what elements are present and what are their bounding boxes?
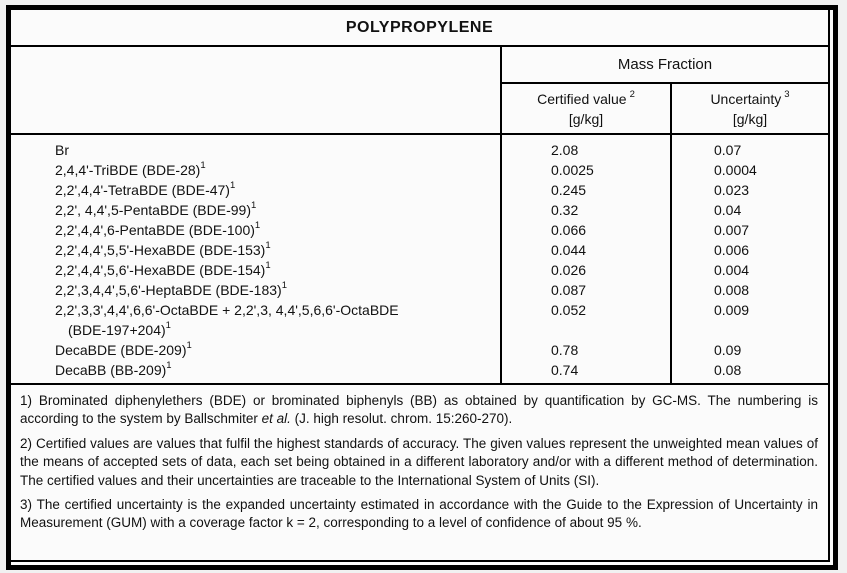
certified-value: 0.066	[551, 222, 587, 238]
uncertainty-column	[672, 135, 828, 383]
certified-value: 0.087	[551, 282, 587, 298]
et-al-italic: et al.	[261, 411, 291, 427]
footnote-ref-3: 3	[784, 88, 790, 100]
certified-value: 0.32	[551, 202, 579, 218]
certified-value: 0.026	[551, 262, 587, 278]
certified-value: 0.245	[551, 182, 587, 198]
certified-value: 0.0025	[551, 162, 594, 178]
compound-name: 2,4,4'-TriBDE $(BDE-28)^1$	[55, 160, 206, 178]
header-empty-cell	[11, 47, 502, 133]
compound-name: 2,2',4,4',5,5'-HexaBDE $(BDE-153)^1$	[55, 240, 271, 258]
uncertainty-header	[672, 84, 828, 133]
certified-value-empty	[551, 320, 670, 340]
footnote-2: 2) Certified values are values that fulfil the highest standards of accuracy. The given values represent the unweighted mean values of the means of accepted sets of data, each set being obtained in a different laboratory and/or with a different method of determination. The certified values and their uncertainties are traceable to the International System of Units (SI).	[20, 435, 818, 488]
uncertainty-value: 0.09	[714, 342, 742, 358]
uncertainty-value: 0.08	[714, 362, 742, 378]
certified-value-unit: [g/kg]	[568, 110, 604, 127]
footnote-1: 1) Brominated diphenylethers (BDE) or brominated biphenyls (BB) as obtained by quantification by GC-MS. The numbering is according to the system by Ballschmiter et al. (J. high resolut. chrom. 15:260-270).	[20, 393, 818, 427]
uncertainty-value: 0.006	[714, 242, 750, 258]
table-body	[11, 135, 828, 385]
certified-value: 0.052	[551, 302, 587, 318]
uncertainty-value: 0.008	[714, 282, 750, 298]
certified-value-label: Certified value $^2$	[537, 88, 635, 107]
certificate-table-frame	[6, 5, 838, 570]
compound-name: 2,2',3,3',4,4',6,6'-OctaBDE + 2,2',3, 4,4',5,6,6'-OctaBDE	[55, 302, 399, 318]
compound-name: DecaBB $(BB-209)^1$	[55, 360, 172, 378]
table-header	[11, 47, 828, 135]
header-mass-fraction-group	[502, 47, 828, 133]
material-title: POLYPROPYLENE	[345, 18, 494, 36]
certified-value: 0.044	[551, 242, 587, 258]
uncertainty-value: 0.07	[714, 142, 742, 158]
uncertainty-value: 0.009	[714, 302, 750, 318]
compound-name: 2,2',4,4'-TetraBDE $(BDE-47)^1$	[55, 180, 236, 198]
compound-name-continued: $(BDE-197+204)^1$	[68, 320, 171, 338]
uncertainty-value: 0.023	[714, 182, 750, 198]
compound-name: 2,2',4,4',6-PentaBDE $(BDE-100)^1$	[55, 220, 261, 238]
column-headers	[502, 84, 828, 133]
uncertainty-value: 0.04	[714, 202, 742, 218]
uncertainty-value: 0.007	[714, 222, 750, 238]
page-title	[11, 10, 828, 47]
mass-fraction-header: Mass Fraction	[502, 47, 828, 84]
certified-value-column	[502, 135, 672, 383]
uncertainty-value: 0.004	[714, 262, 750, 278]
compound-name-column	[11, 135, 502, 383]
footnote-3: 3) The certified uncertainty is the expanded uncertainty estimated in accordance with the Guide to the Expression of Uncertainty in Measurement (GUM) with a coverage factor k = 2, corresponding to a level of confidence of about 95 %.	[20, 497, 818, 531]
certified-value-header	[502, 84, 672, 133]
certified-value: 0.74	[551, 362, 579, 378]
uncertainty-value: 0.0004	[714, 162, 757, 178]
compound-name: 2,2',4,4',5,6'-HexaBDE $(BDE-154)^1$	[55, 260, 271, 278]
uncertainty-label: Uncertainty $^3$	[710, 88, 790, 107]
uncertainty-unit: [g/kg]	[732, 110, 768, 127]
compound-name: Br	[55, 142, 69, 158]
uncertainty-value-empty	[714, 320, 828, 340]
footnotes-section	[11, 385, 828, 543]
certified-value: 2.08	[551, 142, 579, 158]
compound-name: 2,2', 4,4',5-PentaBDE $(BDE-99)^1$	[55, 200, 257, 218]
footnote-ref-2: 2	[629, 88, 635, 100]
certificate-table	[11, 10, 830, 562]
certified-value: 0.78	[551, 342, 579, 358]
compound-name: DecaBDE $(BDE-209)^1$	[55, 340, 192, 358]
compound-name: 2,2',3,4,4',5,6'-HeptaBDE $(BDE-183)^1$	[55, 280, 287, 298]
